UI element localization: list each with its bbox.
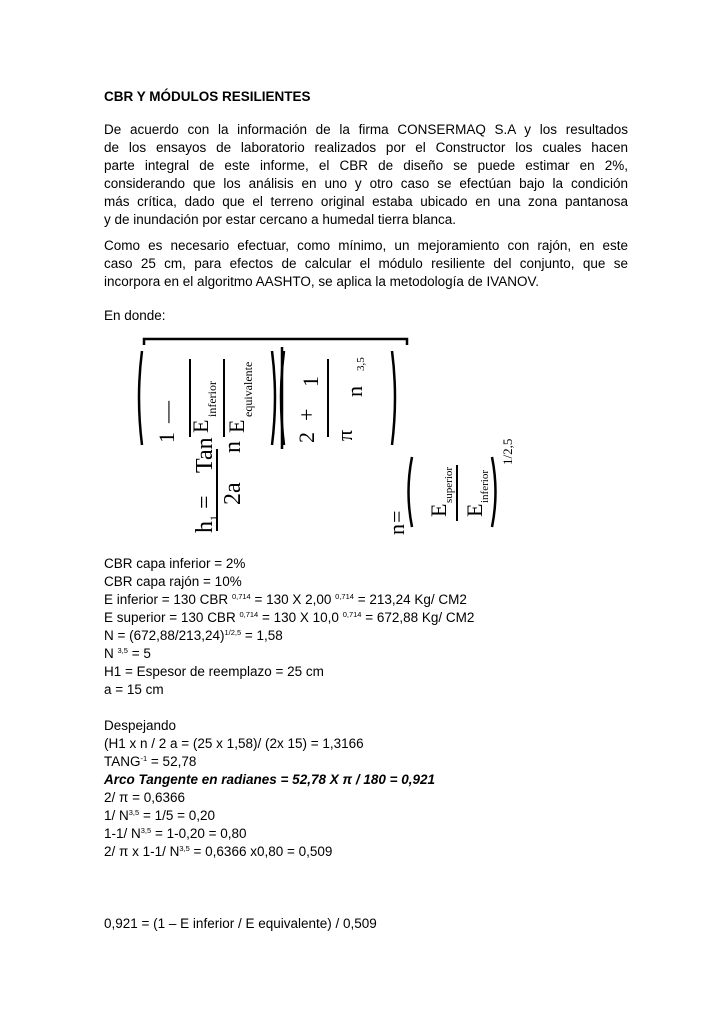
formula-n-lhs: n bbox=[384, 524, 409, 535]
calc-line: 1/ N$^{3,5}$ = 1/5 = 0,20 bbox=[104, 808, 216, 823]
formula-minus: — bbox=[154, 401, 179, 423]
formula-one-b: 1 bbox=[298, 376, 323, 387]
text-line: caso 25 cm, para efectos de calcular el módulo resiliente del conjunto, que se bbox=[104, 256, 628, 271]
calc-line: CBR capa rajón = 10% bbox=[104, 574, 242, 589]
ivanov-formula bbox=[112, 337, 582, 537]
final-equation: 0,921 = (1 – E inferior / E equivalente) / 0,509 bbox=[104, 916, 377, 931]
formula-h1-equals: = bbox=[192, 495, 218, 509]
calc-line: $N = (672,88/213,24)^{1/2,5} = 1,58$ bbox=[104, 628, 283, 643]
formula-e-equiv: E bbox=[224, 419, 249, 433]
formula-outer-exp: 1/2,5 bbox=[500, 438, 515, 465]
formula-e-inferior: E bbox=[188, 419, 213, 433]
formula-two: 2 bbox=[294, 432, 319, 443]
formula-two-a: 2a bbox=[220, 482, 246, 505]
calc-line: E superior = 130 CBR $^{0,714}$ = 130 X 10,0 $^{0,714}$ = 672,88 Kg/ CM2 bbox=[104, 610, 475, 625]
formula-tan-n: n bbox=[220, 441, 246, 453]
calc-line: $TANG^{-1} = 52,78$ bbox=[104, 754, 197, 769]
formula-one: 1 bbox=[154, 432, 179, 443]
paragraph-method bbox=[104, 237, 628, 291]
text-line: parte integral de este informe, el CBR de diseño se puede estimar en 2%, bbox=[104, 158, 628, 173]
formula-block-1 bbox=[154, 357, 367, 443]
formula-h1-sub: 1 bbox=[207, 515, 221, 521]
calc-line: 2/ π = 0,6366 bbox=[104, 790, 185, 805]
calc-line: a = 15 cm bbox=[104, 682, 164, 697]
text-line: de los ensayos de laboratorio realizados por el Constructor los cuales hacen bbox=[104, 140, 628, 155]
calc-line: CBR capa inferior = 2% bbox=[104, 556, 246, 571]
en-donde-label: En donde: bbox=[104, 308, 166, 323]
formula-n-exp: 3,5 bbox=[355, 357, 367, 371]
text-line: y de inundación por estar cercano a humedal tierra blanca. bbox=[104, 212, 456, 227]
formula-plus: + bbox=[294, 408, 319, 421]
ivanov-formula-image bbox=[112, 337, 582, 537]
text-line: más crítica, dado que el terreno original estaba ubicado en una zona pantanosa bbox=[104, 194, 628, 209]
text-line: considerando que los análisis en uno y otro caso se efectúan bajo la condición bbox=[104, 176, 628, 191]
formula-h1 bbox=[192, 437, 246, 533]
section-title: CBR Y MÓDULOS RESILIENTES bbox=[104, 89, 311, 104]
text-line: De acuerdo con la información de la firma CONSERMAQ S.A y los resultados bbox=[104, 122, 628, 137]
formula-e-inf-sub: inferior bbox=[479, 470, 491, 503]
calc-line: 2/ π x 1-1/ N$^{3,5}$ = 0,6366 x0,80 = 0,509 bbox=[104, 844, 333, 859]
formula-n: n bbox=[342, 386, 367, 397]
formula-tan: Tan bbox=[192, 437, 218, 473]
formula-e-inf: E bbox=[462, 503, 487, 517]
calc-line: Despejando bbox=[104, 718, 177, 733]
text-line: Como es necesario efectuar, como mínimo, un mejoramiento con rajón, en este bbox=[104, 238, 628, 253]
text-line: incorpora en el algoritmo AASHTO, se aplica la metodología de IVANOV. bbox=[104, 274, 539, 289]
formula-e-sup: E bbox=[426, 503, 451, 517]
formula-n-equals: = bbox=[384, 510, 409, 523]
formula-h1-lhs: h bbox=[192, 521, 218, 533]
formula-e-equiv-sub: equivalente bbox=[241, 361, 255, 417]
calc-line-highlight: Arco Tangente en radianes = 52,78 X π / 180 = 0,921 bbox=[104, 772, 436, 787]
calc-line: H1 = Espesor de reemplazo = 25 cm bbox=[104, 664, 324, 679]
paragraph-intro bbox=[104, 121, 628, 229]
calc-line: 1-1/ N$^{3,5}$ = 1-0,20 = 0,80 bbox=[104, 826, 247, 841]
formula-e-sup-sub: superior bbox=[443, 466, 455, 503]
formula-pi: π bbox=[332, 429, 357, 441]
formula-e-inferior-sub: inferior bbox=[205, 381, 219, 417]
calc-line: N $^{3,5}$ = 5 bbox=[104, 646, 151, 661]
calc-line: (H1 x n / 2 a = (25 x 1,58)/ (2x 15) = 1,3166 bbox=[104, 736, 364, 751]
calc-line: E inferior = 130 CBR $^{0,714}$ = 130 X 2,00 $^{0,714}$ = 213,24 Kg/ CM2 bbox=[104, 592, 467, 607]
